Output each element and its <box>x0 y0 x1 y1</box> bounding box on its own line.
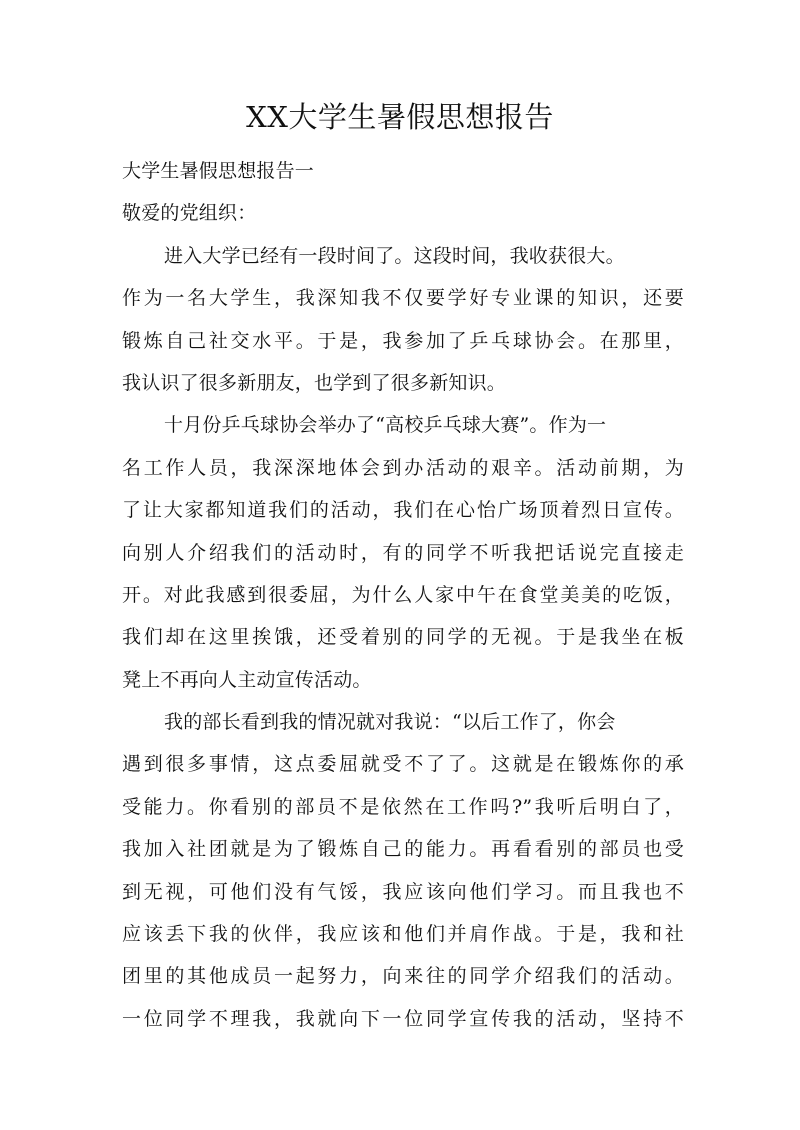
paragraph-line: 了让大家都知道我们的活动，我们在心怡广场顶着烈日宣传。 <box>122 499 684 522</box>
paragraph-line: 应该丢下我的伙伴，我应该和他们并肩作战。于是，我和社 <box>122 923 684 946</box>
section-heading: 大学生暑假思想报告一 <box>122 160 315 182</box>
paragraph-line: 向别人介绍我们的活动时，有的同学不听我把话说完直接走 <box>122 541 684 564</box>
paragraph-line: 受能力。你看别的部员不是依然在工作吗?”我听后明白了， <box>122 795 684 818</box>
document-title: XX大学生暑假思想报告 <box>246 100 554 134</box>
paragraph-line: 一位同学不理我，我就向下一位同学宣传我的活动，坚持不 <box>122 1007 684 1030</box>
paragraph-line: 进入大学已经有一段时间了。这段时间，我收获很大。 <box>164 244 625 267</box>
paragraph-line: 到无视，可他们没有气馁，我应该向他们学习。而且我也不 <box>122 880 684 903</box>
paragraph-line: 十月份乒乓球协会举办了“高校乒乓球大赛”。作为一 <box>164 414 607 437</box>
paragraph-line: 我加入社团就是为了锻炼自己的能力。再看看别的部员也受 <box>122 838 684 861</box>
document-body <box>122 150 684 1040</box>
paragraph-line: 作为一名大学生，我深知我不仅要学好专业课的知识，还要 <box>122 287 684 310</box>
paragraph-line: 遇到很多事情，这点委屈就受不了了。这就是在锻炼你的承 <box>122 753 684 776</box>
paragraph-line: 我认识了很多新朋友，也学到了很多新知识。 <box>122 371 507 394</box>
salutation: 敬爱的党组织： <box>122 202 257 225</box>
paragraph-line: 我们却在这里挨饿，还受着别的同学的无视。于是我坐在板 <box>122 626 684 649</box>
paragraph-line: 开。对此我感到很委屈，为什么人家中午在食堂美美的吃饭， <box>122 583 684 606</box>
paragraph-line: 我的部长看到我的情况就对我说：“以后工作了，你会 <box>164 711 616 734</box>
paragraph-line: 凳上不再向人主动宣传活动。 <box>122 668 372 691</box>
paragraph-line: 锻炼自己社交水平。于是，我参加了乒乓球协会。在那里， <box>122 329 684 352</box>
paragraph-line: 名工作人员，我深深地体会到办活动的艰辛。活动前期，为 <box>122 456 684 479</box>
paragraph-line: 团里的其他成员一起努力，向来往的同学介绍我们的活动。 <box>122 965 684 988</box>
